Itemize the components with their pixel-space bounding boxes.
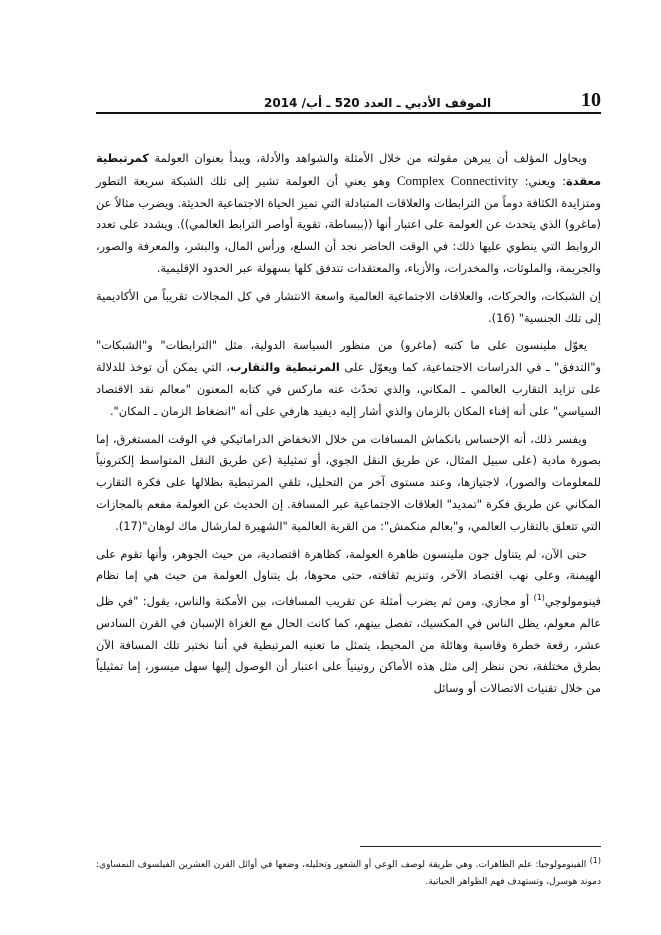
page-number: 10 [581,89,601,111]
paragraph-3: يعوّل ملينسون على ما كتبه (ماغرو) من منظور السياسة الدولية، مثل "الترابطات" و"الشبكات" و"التدفق" ـ في الدراسات الاجتماعية، كما ويعوّل على المرتبطية والتقارب، التي يمكن أن توخذ للدلالة على تزايد التقارب العالمي ـ المكاني، والذي تحدّث عنه ماركس في كتابه المعنون "معالم نقد الاقتصاد السياسي" على أنه إفناء المكان بالزمان والذي أشار إليه ديفيد هارفي على أنه "انضغاط الزمان ـ المكان". [96,338,601,418]
footnote-divider [360,846,601,847]
footnote [96,852,601,891]
paragraph-4: ويفسر ذلك، أنه الإحساس بانكماش المسافات من خلال الانخفاض الدراماتيكي في الوقت المستغرق، إما بصورة مادية (على سبيل المثال، عن طريق النقل الجوي، أو تمثيلية (عن طريق النقل المتواسط إلكترونياً للمعلومات والصور)، لاجتيازها، وعند مستوى آخر من التحليل، تلقي المرتبطية بظلالها على فكرة التقارب المكاني عن طريق فكرة "تمديد" العلاقات الاجتماعية عبر المسافة. إن الحديث عن العولمة مفعم بالمجازات التي تتعلق بالتقارب العالمي، و"بعالم منكمش": من القرية العالمية "الشهيرة لمارشال ماك لوهان"(17). [96,431,601,533]
article-body [96,148,601,706]
footnote-text: الفينومولوجيا: علم الظاهرات. وهي طريقة لوصف الوعي أو الشعور وتحليله، وضعها في أوائل القرن العشرين الفيلسوف النمساوي: دموند هوسرل، وتستهدف فهم الظواهر الحياتية. [96,860,601,887]
paragraph-2: إن الشبكات، والحركات، والعلاقات الاجتماعية العالمية واسعة الانتشار في كل المجالات تقريباً من الأكاديمية إلى تلك الجنسية" (16). [96,288,601,325]
running-title: الموقف الأدبي ـ العدد 520 ـ أب/ 2014 [264,96,492,110]
footnote-reference: (1) [533,593,545,603]
latin-term: Complex Connectivity [396,172,518,188]
paragraph-1: ويحاول المؤلف أن يبرهن مقولته من خلال الأمثلة والشواهد والأدلة، ويبدأ بعنوان العولمة كمرتبطية معقدة: ويعني: Complex Connectivity وهو يعني أن العولمة تشير إلى تلك الشبكة سريعة التطور ومتزايدة الكثافة دوماً من الترابطات والعلاقات المتبادلة التي تميز الحياة الاجتماعية الحديثة. ويضرب مثالاً عن (ماغرو) الذي يتحدث عن العولمة على اعتبار أنها ((ببساطة، تقوية أواصر الترابط العالمي)). ويشدد على تعدد الروابط التي ينطوي عليها ذلك: في الوقت الحاضر نجد أن السلع، ورأس المال، والبشر، والمعرفة والصور، والجريمة، والملوثات، والمخدرات، والأزياء، والمعتقدات تتدفق كلها بسهولة عبر الحدود الإقليمية. [96,151,601,275]
paragraph-5: حتى الآن، لم يتناول جون ملينسون ظاهرة العولمة، كظاهرة اقتصادية، من حيث الجوهر، وأنها تقوم على الهيمنة، وعلى نهب اقتصاد الآخر، وتنزيم ثقافته، حتى محوها، بل يتناول العولمة من حيث هي إما نظام فينومولوجي$^{(1)}$ أو مجازي. ومن ثم يضرب أمثلة عن تقريب المسافات، بين الأمكنة والناس، يقول: "في ظل عالم معولم، يظل الناس في المكسيك، تفصل بينهم، كما كانت الحال مع الغزاة الإسبان في القرن السادس عشر، رقعة خطرة وقاسية وهائلة من المحيط، يتمثل ما تعنيه المرتبطية في أننا نختبر تلك المسافة الآن بطرق مختلفة، نحن ننظر إلى مثل هذه الأماكن روتينياً على اعتبار أن الوصول إليها سهل ميسور، إما تمثيلياً من خلال تقنيات الاتصالات أو وسائل [96,546,601,696]
footnote-marker: (1) [589,856,601,865]
bold-term-connectivity: المرتبطية والتقارب [229,360,340,375]
bold-term-complex-connectivity: كمرتبطية معقدة [96,151,601,188]
running-header [96,84,601,114]
